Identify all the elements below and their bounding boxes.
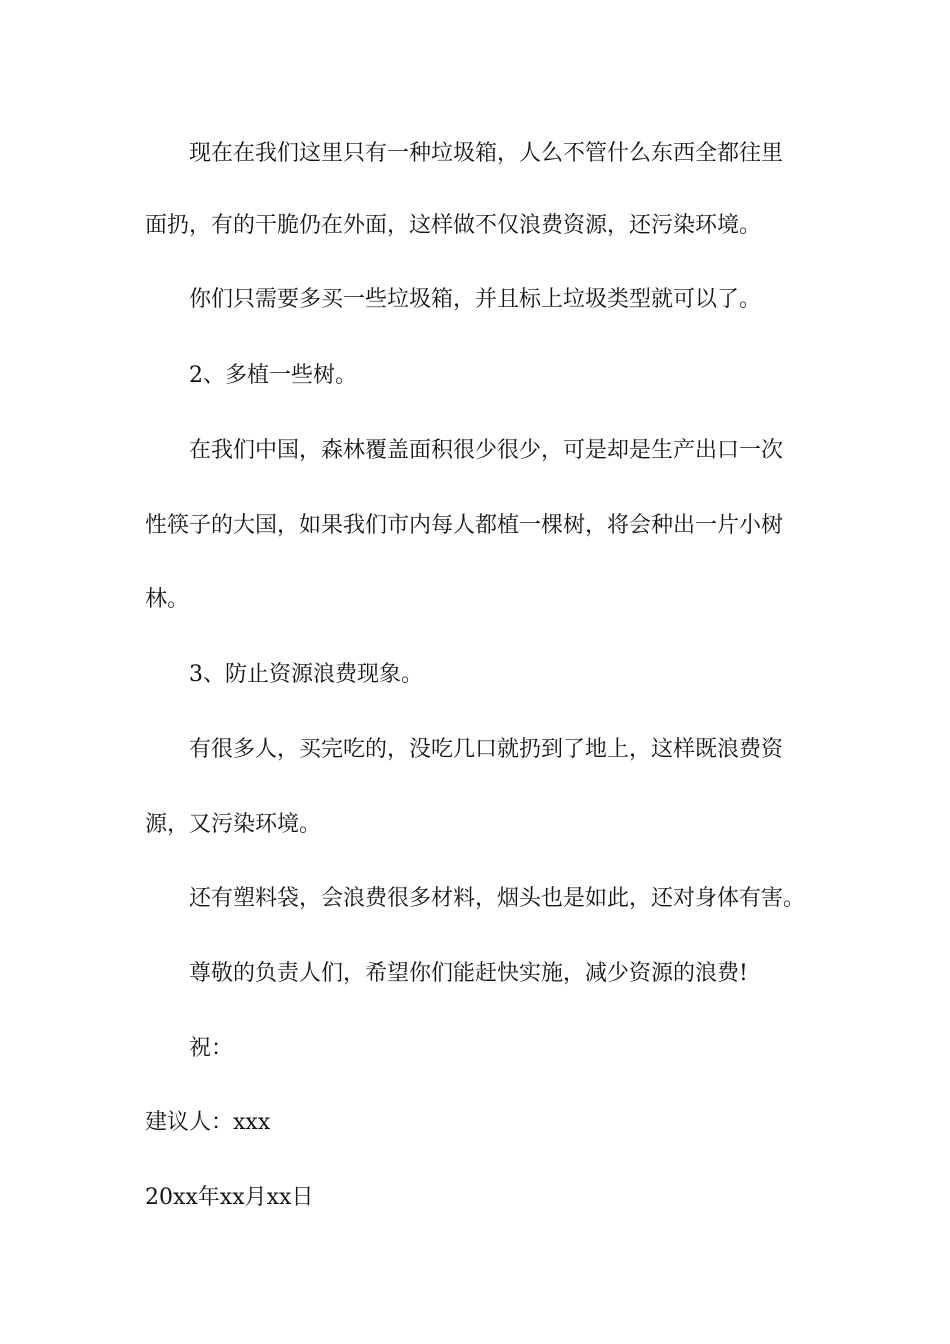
paragraph-line-11: 还有塑料袋，会浪费很多材料，烟头也是如此，还对身体有害。: [189, 886, 806, 911]
paragraph-line-7: 林。: [145, 587, 190, 612]
closing-salutation: 祝：: [189, 1036, 234, 1061]
paragraph-line-3: 你们只需要多买一些垃圾箱，并且标上垃圾类型就可以了。: [189, 287, 762, 312]
section-heading-3: 3、防止资源浪费现象。: [189, 662, 423, 687]
section-heading-2: 2、多植一些树。: [189, 363, 357, 388]
signature-date: 20xx年xx月xx日: [145, 1185, 314, 1210]
paragraph-line-2: 面扔，有的干脆仍在外面，这样做不仅浪费资源，还污染环境。: [145, 213, 762, 238]
paragraph-line-10: 源，又污染环境。: [145, 812, 322, 837]
paragraph-line-6: 性筷子的大国，如果我们市内每人都植一棵树，将会种出一片小树: [145, 513, 784, 538]
signature-proposer: 建议人：xxx: [145, 1110, 271, 1135]
paragraph-line-1: 现在在我们这里只有一种垃圾箱，人么不管什么东西全都往里: [189, 141, 784, 166]
paragraph-line-12: 尊敬的负责人们，希望你们能赶快实施，减少资源的浪费!: [189, 961, 748, 986]
paragraph-line-5: 在我们中国，森林覆盖面积很少很少，可是却是生产出口一次: [189, 438, 784, 463]
paragraph-line-9: 有很多人，买完吃的，没吃几口就扔到了地上，这样既浪费资: [189, 737, 784, 762]
